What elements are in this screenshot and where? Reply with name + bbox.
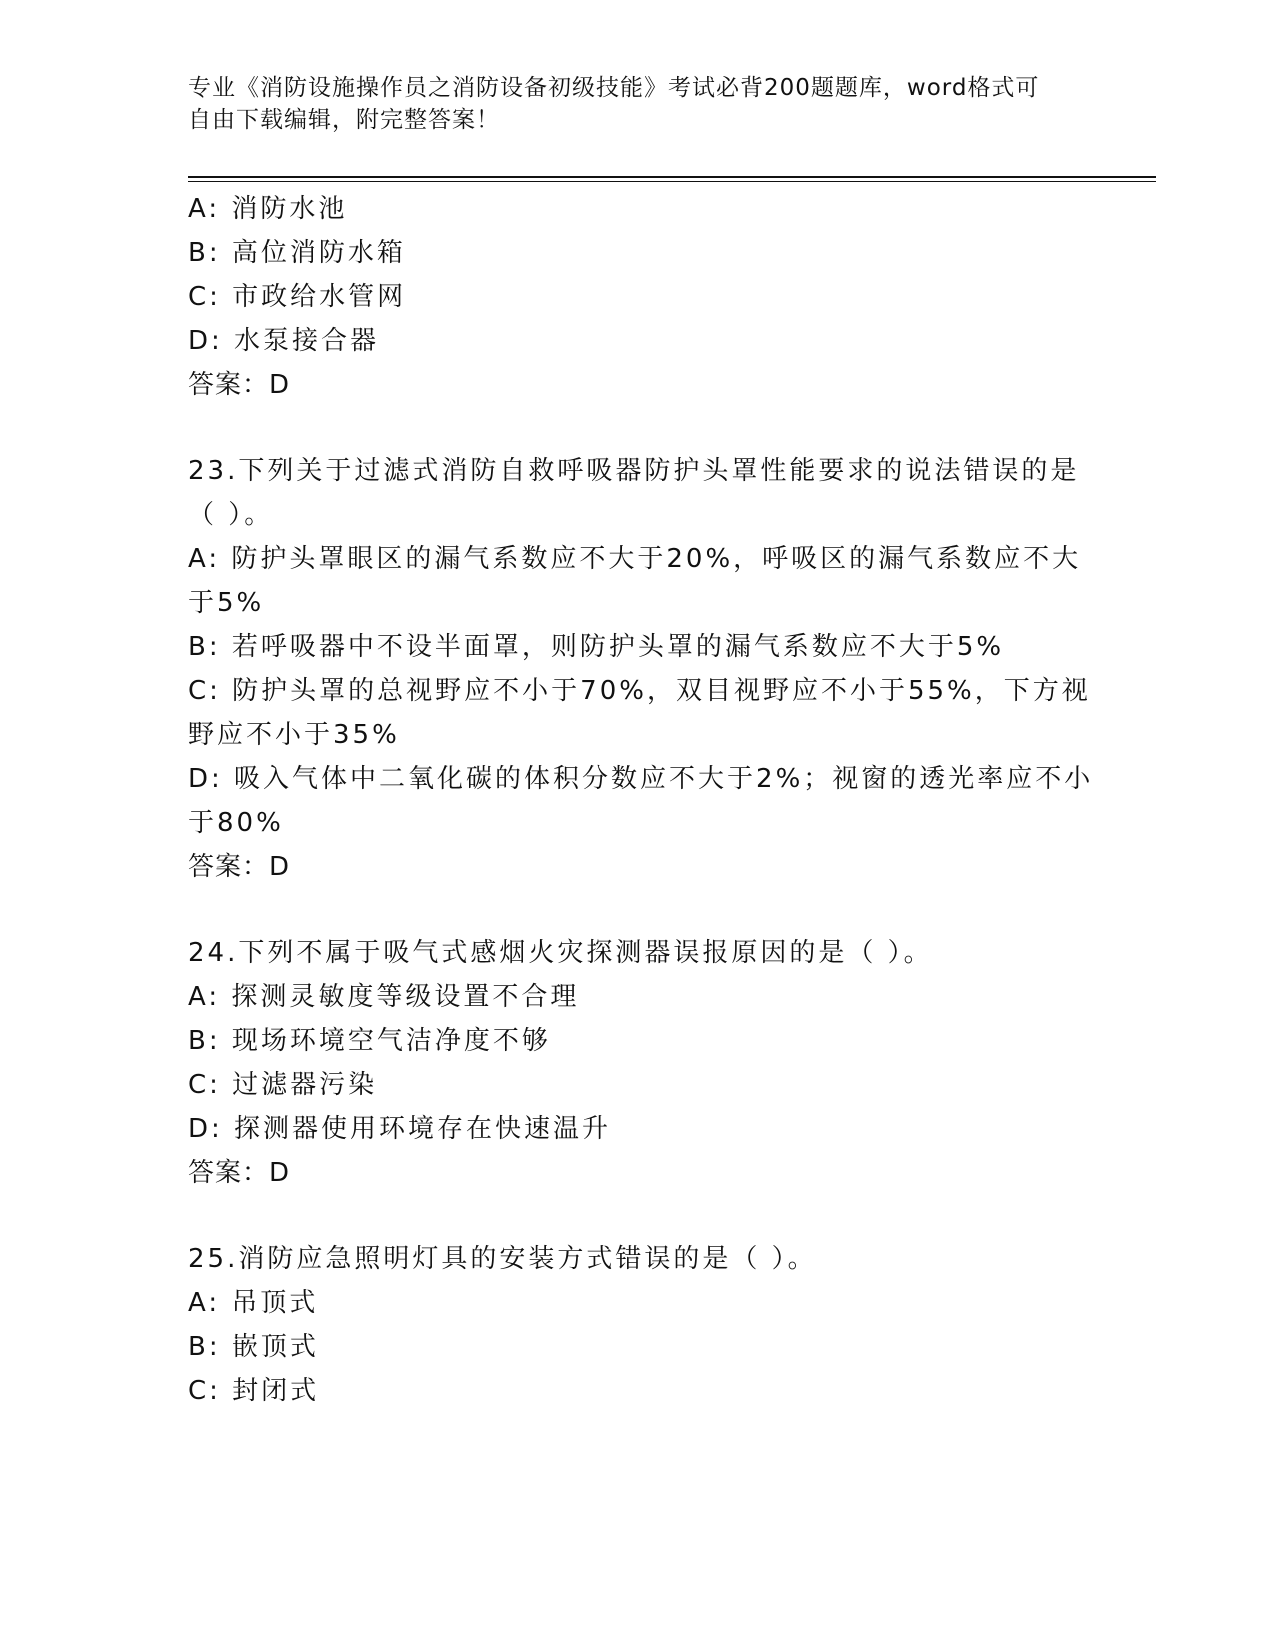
option-c-cont: 野应不小于35%: [188, 720, 400, 750]
option-b: B: 高位消防水箱: [188, 238, 406, 268]
document-header: [188, 72, 1068, 136]
option-b: B: 嵌顶式: [188, 1332, 319, 1362]
option-d: D: 吸入气体中二氧化碳的体积分数应不大于2%；视窗的透光率应不小: [188, 764, 1094, 794]
option-a: A: 消防水池: [188, 194, 348, 224]
option-c: C: 过滤器污染: [188, 1070, 378, 1100]
question-stem: 24.下列不属于吸气式感烟火灾探测器误报原因的是（ ）。: [188, 938, 933, 968]
option-c: C: 市政给水管网: [188, 282, 407, 312]
option-d-cont: 于80%: [188, 808, 284, 838]
option-c: C: 防护头罩的总视野应不小于70%，双目视野应不小于55%，下方视: [188, 676, 1091, 706]
option-a-cont: 于5%: [188, 588, 265, 618]
option-b: B: 若呼吸器中不设半面罩，则防护头罩的漏气系数应不大于5%: [188, 632, 1005, 662]
option-d: D: 水泵接合器: [188, 326, 380, 356]
answer: 答案：D: [188, 1158, 291, 1188]
option-a: A: 防护头罩眼区的漏气系数应不大于20%，呼吸区的漏气系数应不大: [188, 544, 1082, 574]
question-stem: 23.下列关于过滤式消防自救呼吸器防护头罩性能要求的说法错误的是: [188, 456, 1080, 486]
question-stem: 25.消防应急照明灯具的安装方式错误的是（ ）。: [188, 1244, 817, 1274]
answer: 答案：D: [188, 852, 291, 882]
answer: 答案：D: [188, 370, 291, 400]
option-b: B: 现场环境空气洁净度不够: [188, 1026, 551, 1056]
option-a: A: 吊顶式: [188, 1288, 319, 1318]
question-stem-cont: （ ）。: [188, 500, 274, 530]
header-divider-thick: [188, 176, 1156, 178]
header-line-2: 自由下载编辑，附完整答案！: [188, 107, 500, 133]
header-line-1: 专业《消防设施操作员之消防设备初级技能》考试必背200题题库，word格式可: [188, 75, 1040, 101]
option-a: A: 探测灵敏度等级设置不合理: [188, 982, 580, 1012]
option-d: D: 探测器使用环境存在快速温升: [188, 1114, 612, 1144]
header-divider-thin: [188, 181, 1156, 182]
option-c: C: 封闭式: [188, 1376, 320, 1406]
